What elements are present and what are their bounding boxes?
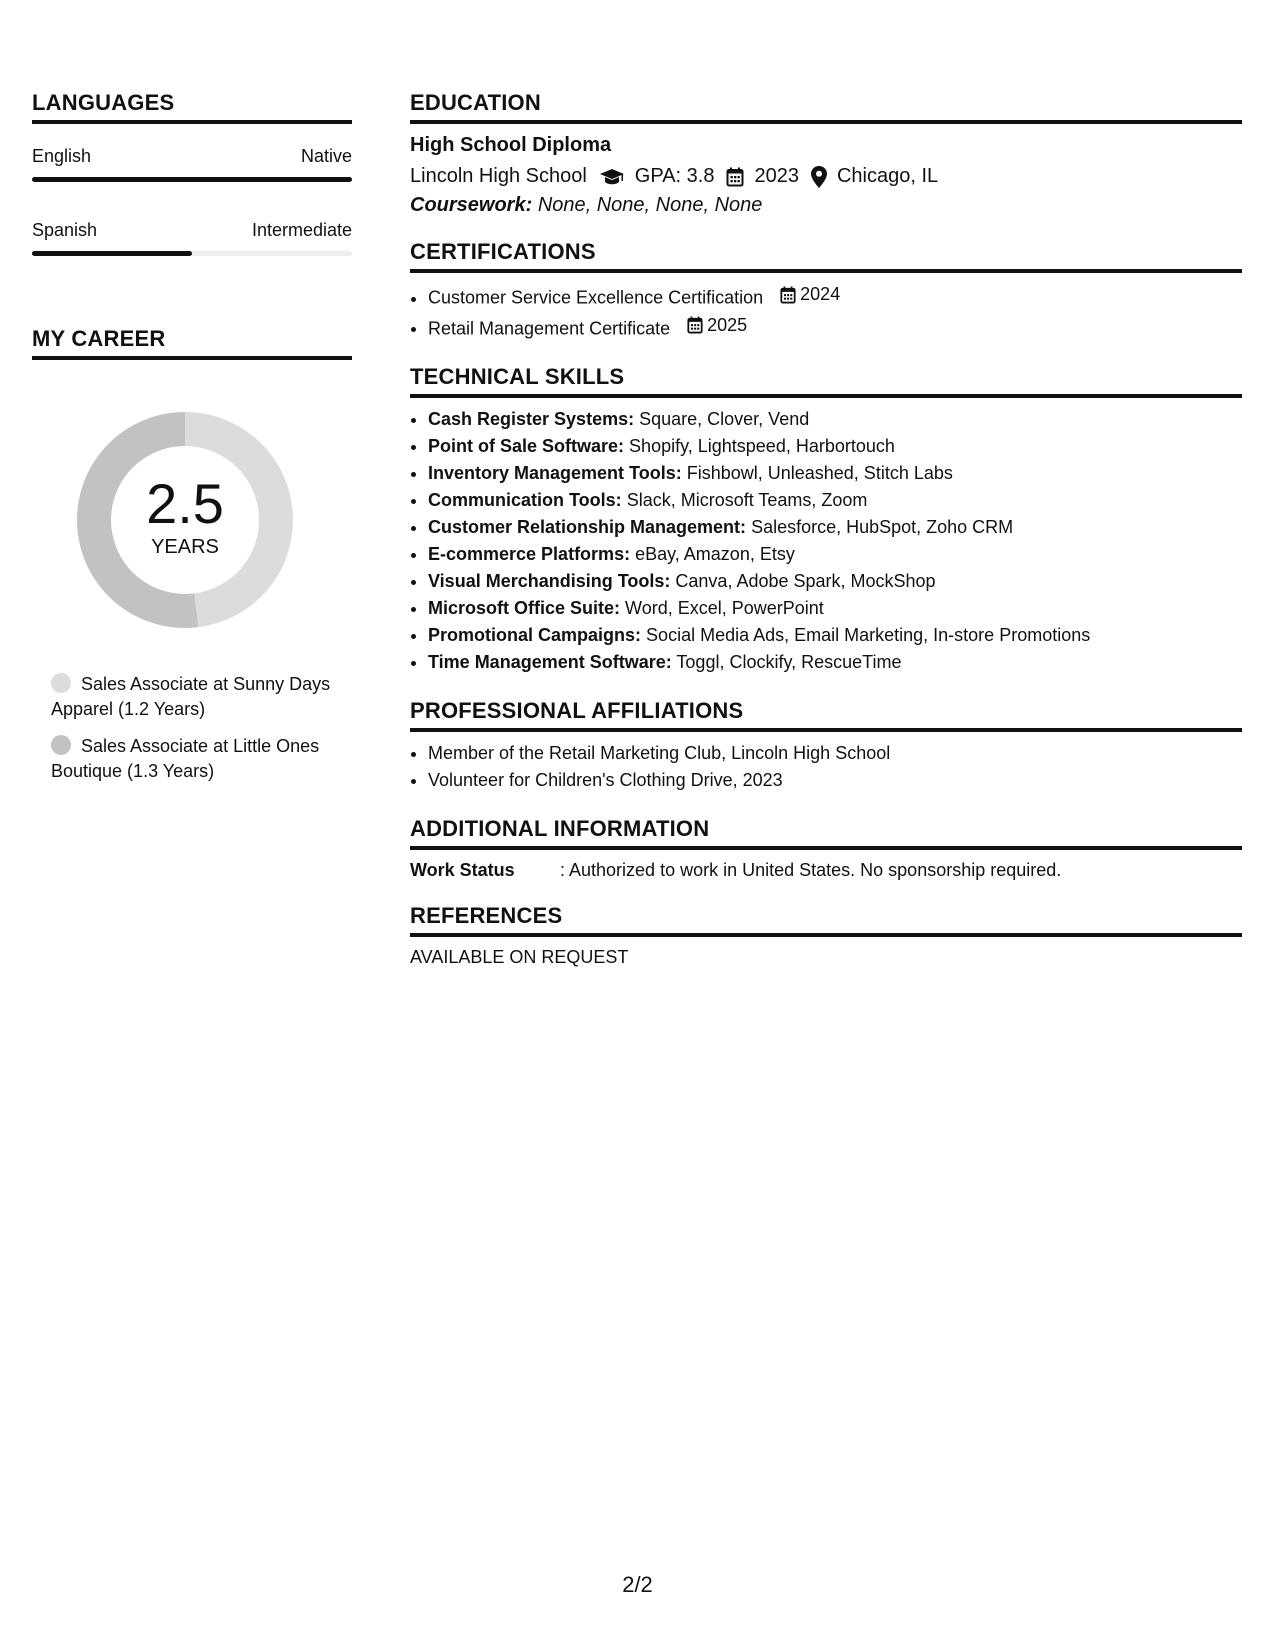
page-number: 2/2 [622, 1572, 653, 1597]
skill-label: Communication Tools: [428, 490, 622, 510]
certification-date [687, 312, 747, 339]
legend-dot [51, 673, 71, 693]
coursework-label: Coursework: [410, 194, 533, 216]
skill-label: Cash Register Systems: [428, 409, 635, 429]
legend-label: Sales Associate at Sunny Days Apparel (1.2 Years) [51, 674, 331, 719]
skill-item [428, 541, 1242, 568]
certification-year: 2025 [707, 314, 748, 335]
additional-info-section [410, 816, 1242, 881]
education-location: Chicago, IL [836, 165, 939, 187]
language-level: Native [300, 146, 352, 166]
skill-label: Visual Merchandising Tools: [428, 571, 671, 591]
references-heading: REFERENCES [410, 903, 1242, 937]
career-legend-item [51, 672, 352, 722]
education-year: 2023 [754, 165, 799, 187]
career-donut-chart [65, 400, 305, 640]
donut-center [65, 400, 305, 640]
skill-item [428, 460, 1242, 487]
certifications-list [410, 281, 1242, 342]
skill-value: Social Media Ads, Email Marketing, In-store Promotions [646, 625, 1091, 645]
language-level: Intermediate [251, 220, 352, 240]
skill-value: Toggl, Clockify, RescueTime [676, 652, 902, 672]
graduation-cap-icon [599, 168, 625, 186]
language-proficiency-bar [32, 251, 352, 256]
language-item [32, 220, 352, 256]
skill-item [428, 487, 1242, 514]
certifications-heading: CERTIFICATIONS [410, 239, 1242, 273]
language-proficiency-fill [32, 177, 352, 182]
skill-label: E-commerce Platforms: [428, 544, 631, 564]
skill-label: Inventory Management Tools: [428, 463, 682, 483]
certification-name: Customer Service Excellence Certification [428, 287, 764, 308]
certification-date [780, 281, 840, 308]
certifications-section [410, 239, 1242, 342]
skill-label: Time Management Software: [428, 652, 672, 672]
career-heading: MY CAREER [32, 326, 352, 360]
affiliations-section [410, 698, 1242, 794]
skill-label: Promotional Campaigns: [428, 625, 642, 645]
affiliation-item: • Member of the Retail Marketing Club, Lincoln High School [428, 740, 1242, 767]
skill-label: Point of Sale Software: [428, 436, 625, 456]
left-column [32, 90, 352, 796]
references-section [410, 903, 1242, 968]
language-name: Spanish [32, 220, 98, 240]
career-total-unit: YEARS [151, 535, 219, 558]
career-total-years: 2.5 [146, 471, 224, 535]
language-item [32, 146, 352, 182]
certification-year: 2024 [800, 284, 841, 304]
technical-skills-list [410, 406, 1242, 676]
language-proficiency-fill [32, 251, 192, 256]
skill-item [428, 433, 1242, 460]
skill-value: Fishbowl, Unleashed, Stitch Labs [686, 463, 953, 483]
work-status-row [410, 860, 1242, 881]
skill-label: Microsoft Office Suite: [428, 598, 621, 618]
skill-value: Square, Clover, Vend [639, 409, 810, 429]
skill-value: eBay, Amazon, Etsy [635, 544, 795, 564]
additional-info-heading: ADDITIONAL INFORMATION [410, 816, 1242, 850]
skill-value: Word, Excel, PowerPoint [625, 598, 824, 618]
technical-skills-section [410, 364, 1242, 676]
work-status-label: Work Status [410, 860, 515, 880]
coursework-value: None, None, None, None [537, 194, 763, 216]
skill-item [428, 595, 1242, 622]
skill-label: Customer Relationship Management: [428, 517, 747, 537]
education-degree: High School Diploma [410, 134, 612, 156]
legend-label: Sales Associate at Little Ones Boutique (1.3 Years) [51, 736, 320, 781]
skill-item [428, 622, 1242, 649]
right-column [410, 90, 1242, 968]
affiliation-item: • Volunteer for Children's Clothing Drive, 2023 [428, 767, 1242, 794]
calendar-icon [780, 286, 796, 304]
skill-value: Canva, Adobe Spark, MockShop [675, 571, 936, 591]
certification-item [428, 312, 1242, 343]
skill-value: Slack, Microsoft Teams, Zoom [626, 490, 868, 510]
education-school: Lincoln High School [410, 165, 587, 187]
legend-dot [51, 735, 71, 755]
education-gpa: GPA: 3.8 [634, 165, 715, 187]
education-coursework [410, 194, 1242, 217]
languages-heading: LANGUAGES [32, 90, 352, 124]
skill-item [428, 568, 1242, 595]
location-pin-icon [811, 166, 827, 188]
affiliations-list [410, 740, 1242, 794]
calendar-icon [687, 316, 703, 334]
certification-item [428, 281, 1242, 312]
calendar-icon [726, 167, 744, 187]
career-legend [32, 672, 352, 784]
work-status-value: : Authorized to work in United States. No sponsorship required. [560, 860, 1062, 880]
language-name: English [32, 146, 92, 166]
education-heading: EDUCATION [410, 90, 1242, 124]
skill-item [428, 649, 1242, 676]
skill-item [428, 514, 1242, 541]
certification-name: Retail Management Certificate [428, 318, 671, 338]
career-legend-item [51, 734, 352, 784]
affiliations-heading: PROFESSIONAL AFFILIATIONS [410, 698, 1242, 732]
education-details [410, 165, 1242, 188]
technical-skills-heading: TECHNICAL SKILLS [410, 364, 1242, 398]
skill-value: Shopify, Lightspeed, Harbortouch [629, 436, 895, 456]
references-text: AVAILABLE ON REQUEST [410, 947, 629, 967]
skill-item [428, 406, 1242, 433]
language-proficiency-bar [32, 177, 352, 182]
skill-value: Salesforce, HubSpot, Zoho CRM [751, 517, 1014, 537]
